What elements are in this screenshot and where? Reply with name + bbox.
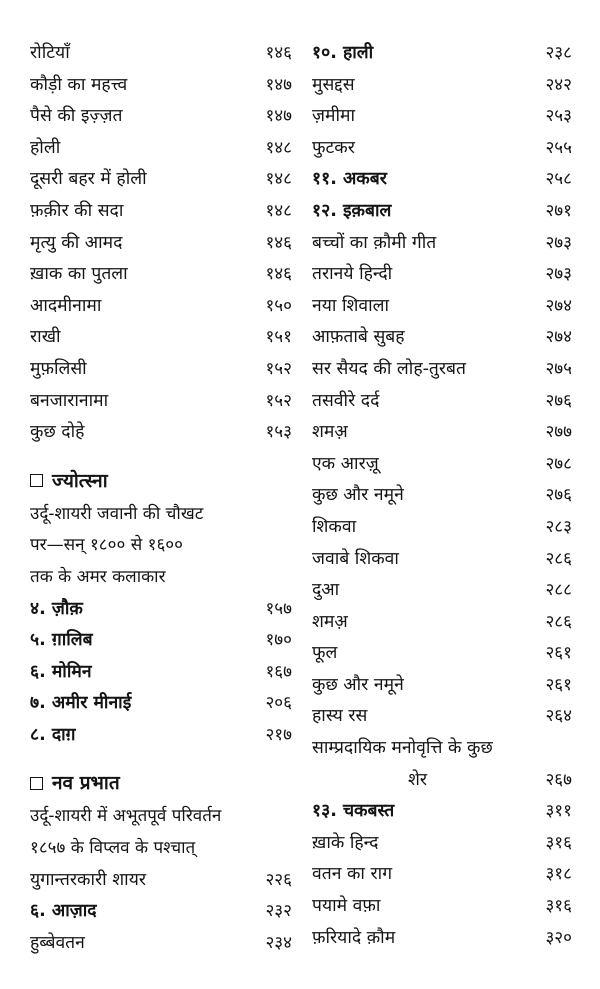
entry-page-number: २८८ <box>545 580 572 601</box>
entry-page-number: १४८ <box>265 169 292 190</box>
toc-entry <box>312 638 572 670</box>
entry-page-number: २७८ <box>545 453 572 474</box>
toc-entry <box>30 625 292 657</box>
entry-title: रोटियाँ <box>30 43 70 63</box>
entry-page-number: ३१६ <box>545 832 572 853</box>
entry-page-number: २८३ <box>545 516 572 537</box>
entry-title: फ़क़ीर की सदा <box>30 200 124 221</box>
toc-entry <box>312 480 572 512</box>
entry-title: कौड़ी का महत्त्व <box>30 74 128 95</box>
entry-title: ४. ज़ौक़ <box>30 598 83 619</box>
entry-page-number: ३२० <box>545 927 572 948</box>
entry-page-number: १४७ <box>265 74 292 95</box>
entry-page-number: १५२ <box>265 390 292 411</box>
entry-page-number: २६१ <box>545 674 572 695</box>
entry-title: ७. अमीर मीनाई <box>30 693 132 714</box>
entry-title: शेर <box>408 769 428 790</box>
entry-title: ११. अकबर <box>312 169 387 190</box>
toc-entry <box>30 896 292 928</box>
toc-entry <box>312 38 572 70</box>
toc-entry <box>312 512 572 544</box>
entry-page-number: २३८ <box>545 43 572 63</box>
entry-page-number: २७६ <box>545 485 572 506</box>
toc-entry <box>312 101 572 133</box>
toc-entry <box>30 322 292 354</box>
square-bullet-icon <box>30 474 43 487</box>
entry-title: तरानये हिन्दी <box>312 264 393 285</box>
entry-page-number: २७४ <box>545 295 572 316</box>
entry-title: ज़मीमा <box>312 106 355 127</box>
entry-page-number: १५१ <box>265 327 292 348</box>
entry-page-number: १४६ <box>265 232 292 253</box>
toc-entry <box>30 291 292 323</box>
entry-page-number: २५५ <box>545 137 572 158</box>
toc-entry <box>30 594 292 626</box>
left-column <box>30 38 292 959</box>
entry-title: ६. मोमिन <box>30 661 92 682</box>
toc-entry <box>312 828 572 860</box>
entry-title: कुछ और नमूने <box>312 485 404 506</box>
toc-entry <box>312 923 572 955</box>
toc-entry <box>30 133 292 165</box>
entry-page-number: २०६ <box>265 693 292 714</box>
entry-title: ८. दाग़ <box>30 724 76 745</box>
toc-entry <box>30 38 292 70</box>
toc-entry <box>312 670 572 702</box>
entry-page-number: ३११ <box>545 801 572 822</box>
toc-entry <box>312 291 572 323</box>
entry-page-number: २८६ <box>545 548 572 569</box>
entry-page-number: १६७ <box>265 661 292 682</box>
toc-entry <box>30 228 292 260</box>
toc-entry <box>30 101 292 133</box>
entry-title: हास्य रस <box>312 706 368 727</box>
section-heading-jyotsna <box>30 463 292 499</box>
entry-page-number: २८६ <box>545 611 572 632</box>
toc-entry <box>312 196 572 228</box>
toc-entry <box>30 164 292 196</box>
entry-page-number: १५३ <box>265 422 292 443</box>
toc-entry <box>30 196 292 228</box>
toc-entry <box>30 657 292 689</box>
toc-entry <box>30 70 292 102</box>
entry-list-right <box>312 38 572 954</box>
entry-title: शिकवा <box>312 516 357 537</box>
toc-entry <box>312 575 572 607</box>
entry-page-number: १४८ <box>265 200 292 221</box>
entry-page-number: ३१६ <box>545 896 572 917</box>
entry-title: युगान्तरकारी शायर <box>30 869 147 890</box>
entry-page-number: १५७ <box>265 598 292 619</box>
toc-entry <box>312 417 572 449</box>
entry-title: वतन का राग <box>312 864 393 885</box>
entry-title: आफ़ताबे सुबह <box>312 327 405 348</box>
entry-title: ५. ग़ालिब <box>30 630 93 651</box>
section-title: ज्योत्स्ना <box>52 469 108 492</box>
entry-page-number: १७० <box>265 630 292 651</box>
entry-title: १०. हाली <box>312 43 374 63</box>
entry-title: हुब्बेवतन <box>30 932 85 953</box>
entry-title: १३. चकबस्त <box>312 801 395 822</box>
entry-title: साम्प्रदायिक मनोवृत्ति के कुछ <box>312 738 493 759</box>
toc-entry <box>312 133 572 165</box>
entry-page-number: १४६ <box>265 43 292 63</box>
toc-entry <box>312 733 572 765</box>
toc-entry <box>312 449 572 481</box>
entry-title: आदमीनामा <box>30 295 102 316</box>
toc-entry <box>312 701 572 733</box>
entry-title: दूसरी बहर में होली <box>30 169 147 190</box>
toc-entry <box>30 417 292 449</box>
entry-page-number: २७४ <box>545 327 572 348</box>
toc-entry <box>312 228 572 260</box>
toc-entry <box>312 891 572 923</box>
entry-list-jyotsna <box>30 594 292 752</box>
entry-page-number: २७१ <box>545 200 572 221</box>
entry-title: ख़ाके हिन्द <box>312 832 379 853</box>
entry-title: होली <box>30 137 61 158</box>
entry-title: तसवीरे दर्द <box>312 390 380 411</box>
entry-page-number: १४६ <box>265 264 292 285</box>
section-desc-line: उर्दू-शायरी में अभूतपूर्व परिवर्तन <box>30 806 222 827</box>
entry-title: जवाबे शिकवा <box>312 548 399 569</box>
entry-title: पयामे वफ़ा <box>312 896 381 917</box>
entry-title: ६. आज़ाद <box>30 901 97 922</box>
entry-title: फूल <box>312 643 338 664</box>
right-column <box>312 38 572 954</box>
entry-list-nav-prabhat <box>30 865 292 960</box>
entry-page-number: २७५ <box>545 358 572 379</box>
entry-title: मुसद्दस <box>312 74 355 95</box>
entry-page-number: २२६ <box>265 869 292 890</box>
entry-page-number: २७६ <box>545 390 572 411</box>
toc-entry <box>312 259 572 291</box>
entry-page-number: १४८ <box>265 137 292 158</box>
entry-page-number: २७७ <box>545 422 572 443</box>
entry-page-number: १४७ <box>265 106 292 127</box>
entry-title: कुछ और नमूने <box>312 674 404 695</box>
entry-page-number: २१७ <box>265 724 292 745</box>
entry-list-a <box>30 38 292 449</box>
entry-title: ख़ाक का पुतला <box>30 264 128 285</box>
toc-entry <box>30 259 292 291</box>
toc-entry <box>30 354 292 386</box>
entry-page-number: २५३ <box>545 106 572 127</box>
section-desc-line: उर्दू-शायरी जवानी की चौखट <box>30 503 204 524</box>
toc-entry <box>312 859 572 891</box>
toc-entry <box>30 865 292 897</box>
toc-entry <box>312 322 572 354</box>
square-bullet-icon <box>30 777 43 790</box>
entry-title: राखी <box>30 327 61 348</box>
entry-page-number: २४२ <box>545 74 572 95</box>
entry-page-number: २६१ <box>545 643 572 664</box>
entry-title: मुफ़लिसी <box>30 358 87 379</box>
toc-entry <box>312 765 572 797</box>
entry-title: १२. इक़बाल <box>312 200 392 221</box>
toc-entry <box>312 796 572 828</box>
entry-page-number: २६७ <box>545 769 572 790</box>
toc-entry <box>30 720 292 752</box>
entry-page-number: २५८ <box>545 169 572 190</box>
entry-page-number: २७३ <box>545 264 572 285</box>
entry-title: शमअ़ <box>312 611 348 632</box>
entry-title: फ़रियादे क़ौम <box>312 927 396 948</box>
section-desc-line: पर—सन् १८०० से १६०० <box>30 535 183 556</box>
entry-page-number: ३१८ <box>545 864 572 885</box>
entry-title: बच्चों का क़ौमी गीत <box>312 232 437 253</box>
entry-title: कुछ दोहे <box>30 422 85 443</box>
toc-entry <box>30 688 292 720</box>
entry-title: शमअ़ <box>312 422 348 443</box>
toc-entry <box>312 70 572 102</box>
toc-entry <box>30 386 292 418</box>
toc-entry <box>312 164 572 196</box>
entry-page-number: १५० <box>265 295 292 316</box>
section-desc-line: १८५७ के विप्लव के पश्चात् <box>30 838 196 859</box>
section-title: नव प्रभात <box>52 772 120 795</box>
toc-entry <box>30 928 292 960</box>
section-desc-line: तक के अमर कलाकार <box>30 566 166 587</box>
entry-page-number: २७३ <box>545 232 572 253</box>
entry-title: दुआ <box>312 580 340 601</box>
entry-title: नया शिवाला <box>312 295 390 316</box>
toc-entry <box>312 354 572 386</box>
entry-title: एक आरज़ू <box>312 453 379 474</box>
entry-title: मृत्यु की आमद <box>30 232 123 253</box>
entry-title: फुटकर <box>312 137 355 158</box>
toc-entry <box>312 386 572 418</box>
entry-page-number: २६४ <box>545 706 572 727</box>
entry-title: बनजारानामा <box>30 390 109 411</box>
section-heading-nav-prabhat <box>30 765 292 801</box>
entry-title: सर सैयद की लोह-तुरबत <box>312 358 467 379</box>
toc-entry <box>312 544 572 576</box>
toc-entry <box>312 607 572 639</box>
entry-page-number: २३२ <box>265 901 292 922</box>
entry-title: पैसे की इज़्ज़त <box>30 106 123 127</box>
entry-page-number: २३४ <box>265 932 292 953</box>
entry-page-number: १५२ <box>265 358 292 379</box>
